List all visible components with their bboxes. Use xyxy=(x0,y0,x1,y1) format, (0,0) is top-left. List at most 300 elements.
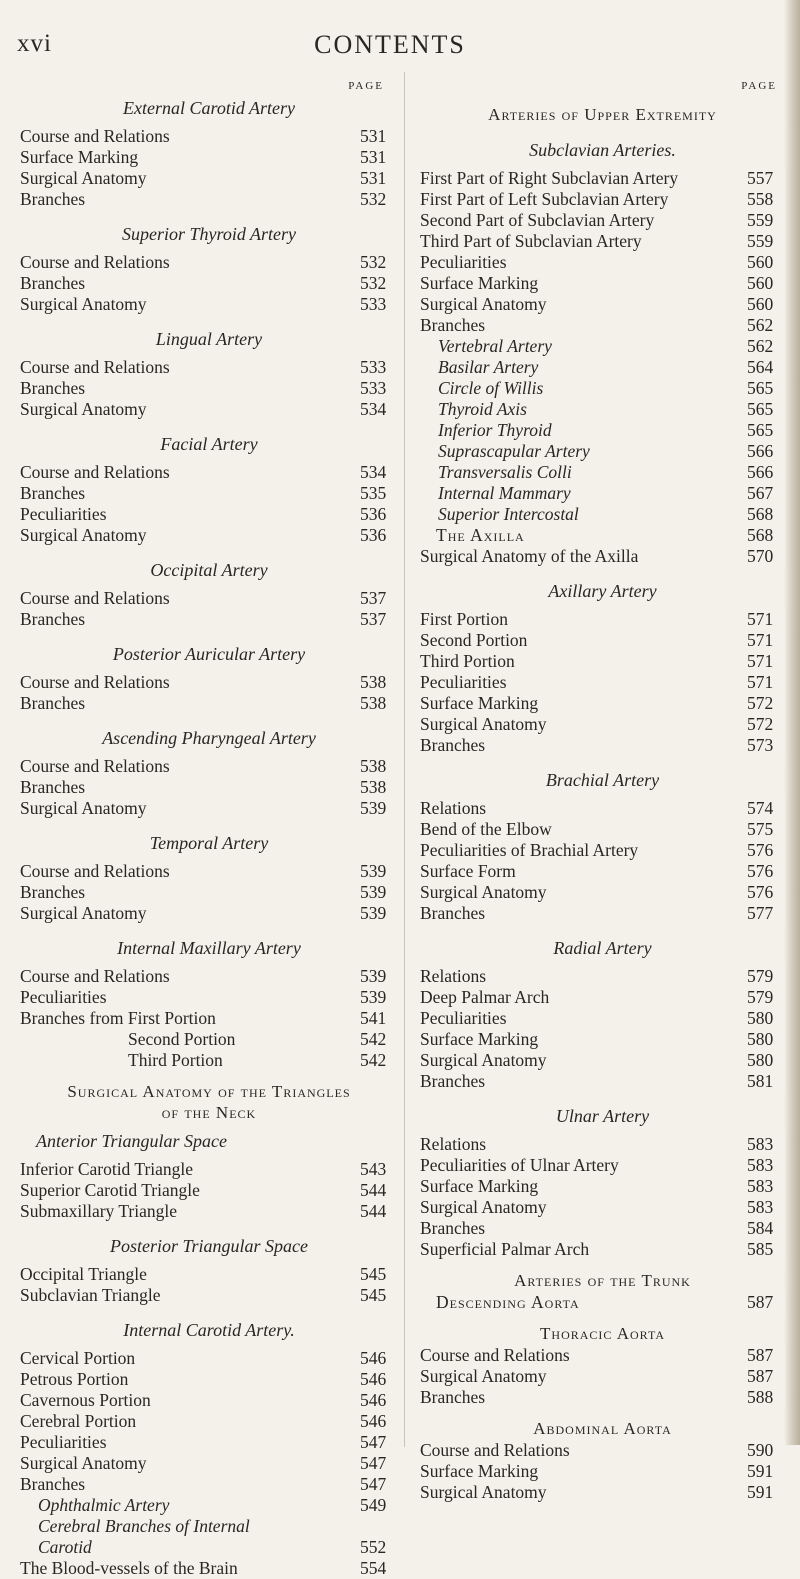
toc-entry-title: First Part of Right Subclavian Artery xyxy=(420,168,681,188)
toc-entry[interactable] xyxy=(420,1071,785,1092)
toc-list-right xyxy=(420,104,785,1503)
toc-entry-title: Branches xyxy=(420,903,488,923)
toc-entry-page: 560 xyxy=(745,252,785,273)
toc-entry[interactable] xyxy=(420,672,785,693)
toc-entry-page: 549 xyxy=(358,1495,398,1516)
toc-entry-page: 590 xyxy=(745,1440,785,1461)
toc-entry[interactable] xyxy=(420,273,785,294)
toc-entry-title: Peculiarities xyxy=(420,672,510,692)
toc-entry[interactable] xyxy=(420,1197,785,1218)
toc-entry-title: Cerebral Portion xyxy=(20,1411,139,1431)
toc-entry[interactable] xyxy=(420,1134,785,1155)
toc-entry-page: 539 xyxy=(358,966,398,987)
toc-entry-page: 579 xyxy=(745,966,785,987)
toc-entry-page: 536 xyxy=(358,504,398,525)
toc-entry[interactable] xyxy=(420,1008,785,1029)
section-heading: Subclavian Arteries. xyxy=(529,140,676,160)
toc-entry-page: 562 xyxy=(745,336,785,357)
toc-entry-page: 557 xyxy=(745,168,785,189)
toc-entry[interactable] xyxy=(20,168,398,189)
toc-entry-title: Course and Relations xyxy=(20,588,173,608)
toc-entry-page: 580 xyxy=(745,1029,785,1050)
toc-entry[interactable] xyxy=(20,672,398,693)
toc-entry-title: Branches xyxy=(420,1218,488,1238)
toc-entry[interactable] xyxy=(20,1008,398,1029)
toc-entry[interactable] xyxy=(20,1453,398,1474)
toc-entry-page: 591 xyxy=(745,1482,785,1503)
toc-entry[interactable] xyxy=(20,1180,398,1201)
toc-entry-page: 587 xyxy=(745,1345,785,1366)
toc-entry-page: 580 xyxy=(745,1050,785,1071)
toc-entry-page: 539 xyxy=(358,798,398,819)
toc-entry-page: 565 xyxy=(745,399,785,420)
section-heading: Posterior Auricular Artery xyxy=(112,644,306,664)
toc-entry-title: Cerebral Branches of Internal xyxy=(20,1516,253,1536)
toc-entry-page: 566 xyxy=(745,441,785,462)
toc-entry[interactable] xyxy=(20,357,398,378)
toc-entry[interactable] xyxy=(420,1440,785,1461)
toc-entry-title: Course and Relations xyxy=(20,252,173,272)
toc-entry[interactable] xyxy=(20,588,398,609)
toc-entry[interactable] xyxy=(20,903,398,924)
toc-entry[interactable] xyxy=(20,798,398,819)
section-heading: Brachial Artery xyxy=(545,770,660,790)
toc-entry[interactable] xyxy=(20,252,398,273)
toc-entry-title: Surgical Anatomy xyxy=(420,714,550,734)
toc-entry-title: Thyroid Axis xyxy=(420,399,530,419)
toc-entry-title: Branches xyxy=(20,378,88,398)
toc-entry-title: Surgical Anatomy xyxy=(20,294,150,314)
toc-entry[interactable] xyxy=(420,189,785,210)
toc-entry[interactable] xyxy=(420,546,785,567)
toc-entry[interactable] xyxy=(420,315,785,336)
section-heading: Ulnar Artery xyxy=(555,1106,650,1126)
section-heading: External Carotid Artery xyxy=(123,98,295,118)
toc-entry-title: Carotid xyxy=(20,1537,95,1557)
toc-entry-page: 570 xyxy=(745,546,785,567)
toc-entry-title: Second Part of Subclavian Artery xyxy=(420,210,657,230)
toc-entry[interactable] xyxy=(20,525,398,546)
toc-entry-page: 579 xyxy=(745,987,785,1008)
toc-entry-title: Surgical Anatomy xyxy=(20,798,150,818)
toc-entry-title: Relations xyxy=(420,1134,489,1154)
toc-entry[interactable] xyxy=(20,504,398,525)
toc-entry[interactable] xyxy=(420,1292,785,1313)
toc-entry-title: First Portion xyxy=(420,609,511,629)
running-head: CONTENTS xyxy=(314,30,466,59)
toc-entry[interactable] xyxy=(20,1390,398,1411)
toc-entry-title: Descending Aorta xyxy=(420,1292,583,1312)
toc-entry[interactable] xyxy=(420,336,785,357)
toc-entry-page: 574 xyxy=(745,798,785,819)
toc-entry-title: Superior Intercostal xyxy=(420,504,582,524)
toc-entry[interactable] xyxy=(20,1537,398,1558)
toc-entry-page: 559 xyxy=(745,210,785,231)
toc-entry-title: Surface Marking xyxy=(420,1461,541,1481)
toc-entry[interactable] xyxy=(420,1239,785,1260)
toc-entry[interactable] xyxy=(20,609,398,630)
section-heading: Axillary Artery xyxy=(548,581,657,601)
toc-entry-page: 585 xyxy=(745,1239,785,1260)
toc-entry[interactable] xyxy=(420,504,785,525)
toc-entry[interactable] xyxy=(420,1029,785,1050)
toc-entry[interactable] xyxy=(20,189,398,210)
toc-entry-page: 564 xyxy=(745,357,785,378)
toc-entry-title: Surface Marking xyxy=(420,693,541,713)
toc-entry-page: 535 xyxy=(358,483,398,504)
toc-entry-title: Surface Marking xyxy=(420,1029,541,1049)
toc-entry-title: Branches xyxy=(20,189,88,209)
toc-entry-title: Course and Relations xyxy=(20,672,173,692)
toc-entry[interactable] xyxy=(420,651,785,672)
toc-entry[interactable] xyxy=(420,357,785,378)
toc-entry[interactable] xyxy=(420,1366,785,1387)
section-caps-heading: Abdominal Aorta xyxy=(533,1419,672,1438)
toc-entry-page: 587 xyxy=(745,1292,785,1313)
toc-entry-title: Surgical Anatomy xyxy=(420,882,550,902)
toc-entry-page: 584 xyxy=(745,1218,785,1239)
toc-entry-title: Relations xyxy=(420,798,489,818)
toc-entry-page: 542 xyxy=(358,1050,398,1071)
toc-entry[interactable] xyxy=(420,420,785,441)
toc-entry[interactable] xyxy=(20,756,398,777)
section-heading: Internal Maxillary Artery xyxy=(117,938,301,958)
toc-entry-page: 566 xyxy=(745,462,785,483)
toc-entry-page: 560 xyxy=(745,273,785,294)
toc-entry-page: 531 xyxy=(358,168,398,189)
toc-entry-title: Surgical Anatomy of the Axilla xyxy=(420,546,641,566)
toc-entry[interactable] xyxy=(420,840,785,861)
toc-entry-page: 547 xyxy=(358,1432,398,1453)
toc-entry[interactable] xyxy=(420,630,785,651)
toc-entry[interactable] xyxy=(420,1176,785,1197)
toc-entry-page: 587 xyxy=(745,1366,785,1387)
toc-entry-title: Surgical Anatomy xyxy=(20,525,150,545)
toc-entry-page: 559 xyxy=(745,231,785,252)
toc-entry-page: 533 xyxy=(358,294,398,315)
toc-entry-title: Surface Marking xyxy=(420,273,541,293)
toc-entry-title: Subclavian Triangle xyxy=(20,1285,163,1305)
toc-entry-title: Peculiarities of Brachial Artery xyxy=(420,840,641,860)
toc-entry-title: Surgical Anatomy xyxy=(420,1482,550,1502)
toc-entry-title: Branches xyxy=(20,777,88,797)
toc-entry[interactable] xyxy=(20,294,398,315)
toc-entry-page: 588 xyxy=(745,1387,785,1408)
toc-entry[interactable] xyxy=(20,399,398,420)
toc-entry-page: 552 xyxy=(358,1537,398,1558)
toc-entry-page: 538 xyxy=(358,672,398,693)
toc-entry-title: Submaxillary Triangle xyxy=(20,1201,180,1221)
toc-entry-title: Third Part of Subclavian Artery xyxy=(420,231,645,251)
section-heading: Ascending Pharyngeal Artery xyxy=(102,728,316,748)
toc-entry-page: 541 xyxy=(358,1008,398,1029)
toc-entry[interactable] xyxy=(20,693,398,714)
toc-entry[interactable] xyxy=(420,903,785,924)
toc-entry[interactable] xyxy=(20,1369,398,1390)
toc-entry[interactable] xyxy=(20,1516,398,1537)
toc-entry-title: Branches xyxy=(20,693,88,713)
toc-entry[interactable] xyxy=(420,1155,785,1176)
toc-entry-title: Superficial Palmar Arch xyxy=(420,1239,592,1259)
toc-entry-page: 536 xyxy=(358,525,398,546)
section-heading: Temporal Artery xyxy=(149,833,269,853)
toc-entry-title: Peculiarities xyxy=(420,1008,510,1028)
toc-entry[interactable] xyxy=(20,462,398,483)
toc-entry-page: 532 xyxy=(358,189,398,210)
toc-entry-title: Bend of the Elbow xyxy=(420,819,555,839)
toc-entry[interactable] xyxy=(420,693,785,714)
section-heading: Anterior Triangular Space xyxy=(36,1131,228,1151)
toc-entry[interactable] xyxy=(20,1432,398,1453)
toc-entry-page: 571 xyxy=(745,672,785,693)
toc-entry-page: 532 xyxy=(358,252,398,273)
toc-entry-title: Surgical Anatomy xyxy=(420,1197,550,1217)
section-heading: Radial Artery xyxy=(553,938,652,958)
toc-entry[interactable] xyxy=(420,1218,785,1239)
toc-entry-title: Third Portion xyxy=(420,651,518,671)
toc-entry-page: 567 xyxy=(745,483,785,504)
toc-entry-page: 534 xyxy=(358,399,398,420)
toc-entry-title: Peculiarities xyxy=(420,252,510,272)
page-column-label: PAGE xyxy=(741,80,777,92)
toc-entry-title: The Axilla xyxy=(420,525,528,545)
toc-entry[interactable] xyxy=(420,798,785,819)
toc-entry-title: Third Portion xyxy=(20,1050,226,1070)
toc-entry-title: Branches xyxy=(20,483,88,503)
toc-entry[interactable] xyxy=(420,714,785,735)
toc-entry[interactable] xyxy=(20,126,398,147)
toc-entry-title: Surgical Anatomy xyxy=(20,1453,150,1473)
toc-entry[interactable] xyxy=(420,399,785,420)
toc-entry-page: 546 xyxy=(358,1348,398,1369)
toc-entry[interactable] xyxy=(420,819,785,840)
toc-entry-page: 532 xyxy=(358,273,398,294)
page-edge xyxy=(784,0,800,1445)
section-heading: Posterior Triangular Space xyxy=(109,1236,308,1256)
section-heading: Occipital Artery xyxy=(150,560,268,580)
toc-entry-page: 568 xyxy=(745,525,785,546)
section-caps-heading: Arteries of Upper Extremity xyxy=(488,105,717,124)
toc-entry-title: Surface Marking xyxy=(420,1176,541,1196)
section-caps-heading: of the Neck xyxy=(161,1103,257,1122)
toc-entry-page: 583 xyxy=(745,1197,785,1218)
section-heading: Lingual Artery xyxy=(155,329,263,349)
toc-entry[interactable] xyxy=(420,882,785,903)
toc-entry-title: Internal Mammary xyxy=(420,483,574,503)
toc-entry-page: 544 xyxy=(358,1201,398,1222)
toc-entry-title: Second Portion xyxy=(20,1029,238,1049)
toc-entry-title: Course and Relations xyxy=(20,861,173,881)
toc-entry-page: 571 xyxy=(745,630,785,651)
toc-entry-title: Branches xyxy=(20,609,88,629)
toc-entry-page: 571 xyxy=(745,609,785,630)
toc-entry[interactable] xyxy=(20,273,398,294)
toc-entry-page: 581 xyxy=(745,1071,785,1092)
section-heading: Facial Artery xyxy=(160,434,258,454)
toc-entry[interactable] xyxy=(420,861,785,882)
section-heading: Internal Carotid Artery. xyxy=(123,1320,295,1340)
toc-entry-page: 531 xyxy=(358,147,398,168)
toc-entry[interactable] xyxy=(420,1387,785,1408)
toc-entry[interactable] xyxy=(20,987,398,1008)
toc-entry-page: 544 xyxy=(358,1180,398,1201)
toc-entry-page: 575 xyxy=(745,819,785,840)
toc-entry-title: Surgical Anatomy xyxy=(420,294,550,314)
toc-entry-page: 572 xyxy=(745,714,785,735)
toc-entry-title: Course and Relations xyxy=(20,756,173,776)
toc-entry-page: 571 xyxy=(745,651,785,672)
toc-entry-page: 565 xyxy=(745,378,785,399)
toc-entry-title: Course and Relations xyxy=(420,1440,573,1460)
toc-entry-title: Course and Relations xyxy=(20,462,173,482)
toc-entry-title: Occipital Triangle xyxy=(20,1264,150,1284)
toc-entry-title: Branches xyxy=(20,882,88,902)
toc-entry-title: The Blood-vessels of the Brain xyxy=(20,1558,241,1578)
toc-entry[interactable] xyxy=(420,735,785,756)
toc-entry-page: 542 xyxy=(358,1029,398,1050)
column-rule xyxy=(404,72,405,1447)
toc-entry-page: 583 xyxy=(745,1176,785,1197)
toc-list-left xyxy=(20,96,398,1579)
toc-entry-title: Surgical Anatomy xyxy=(20,168,150,188)
toc-entry-title: Branches xyxy=(420,1071,488,1091)
toc-entry[interactable] xyxy=(20,1201,398,1222)
toc-entry-page: 558 xyxy=(745,189,785,210)
section-heading: Superior Thyroid Artery xyxy=(122,224,296,244)
toc-entry-title: Surgical Anatomy xyxy=(20,903,150,923)
toc-entry[interactable] xyxy=(420,609,785,630)
toc-entry-page: 572 xyxy=(745,693,785,714)
toc-entry-page: 547 xyxy=(358,1453,398,1474)
toc-entry[interactable] xyxy=(420,462,785,483)
toc-entry-title: Inferior Carotid Triangle xyxy=(20,1159,196,1179)
toc-entry-title: Transversalis Colli xyxy=(420,462,575,482)
toc-entry[interactable] xyxy=(20,378,398,399)
toc-entry-title: Circle of Willis xyxy=(420,378,546,398)
toc-entry-page: 562 xyxy=(745,315,785,336)
toc-entry-title: Surface Form xyxy=(420,861,519,881)
toc-entry[interactable] xyxy=(420,168,785,189)
toc-entry[interactable] xyxy=(420,483,785,504)
toc-entry-title: Branches from First Portion xyxy=(20,1008,219,1028)
toc-entry[interactable] xyxy=(20,1285,398,1306)
toc-entry[interactable] xyxy=(20,1411,398,1432)
toc-entry-page: 546 xyxy=(358,1411,398,1432)
toc-entry-title: Branches xyxy=(420,1387,488,1407)
toc-entry-page: 538 xyxy=(358,756,398,777)
toc-entry[interactable] xyxy=(20,1558,398,1579)
toc-entry-title: Course and Relations xyxy=(420,1345,573,1365)
toc-entry[interactable] xyxy=(20,966,398,987)
toc-entry-page: 537 xyxy=(358,609,398,630)
toc-entry[interactable] xyxy=(20,882,398,903)
toc-entry-page: 591 xyxy=(745,1461,785,1482)
toc-entry-title: Course and Relations xyxy=(20,966,173,986)
toc-entry-title: Second Portion xyxy=(420,630,530,650)
section-caps-heading: Surgical Anatomy of the Triangles xyxy=(67,1082,351,1101)
toc-entry[interactable] xyxy=(20,1495,398,1516)
toc-entry-page: 576 xyxy=(745,882,785,903)
toc-entry[interactable] xyxy=(20,1029,398,1050)
toc-column-right xyxy=(420,72,785,1502)
toc-entry[interactable] xyxy=(420,441,785,462)
toc-entry-page: 576 xyxy=(745,840,785,861)
toc-entry[interactable] xyxy=(20,483,398,504)
section-caps-heading: Thoracic Aorta xyxy=(540,1324,665,1343)
toc-entry-title: Vertebral Artery xyxy=(420,336,555,356)
toc-entry-page: 545 xyxy=(358,1264,398,1285)
section-caps-heading: Arteries of the Trunk xyxy=(514,1271,691,1290)
toc-entry-title: Branches xyxy=(20,273,88,293)
toc-entry[interactable] xyxy=(20,861,398,882)
toc-entry-page: 533 xyxy=(358,378,398,399)
toc-entry-page: 547 xyxy=(358,1474,398,1495)
toc-entry-page: 538 xyxy=(358,777,398,798)
toc-entry-title: Suprascapular Artery xyxy=(420,441,593,461)
toc-entry-page: 565 xyxy=(745,420,785,441)
toc-entry-page: 539 xyxy=(358,903,398,924)
toc-entry-page: 533 xyxy=(358,357,398,378)
toc-entry-title: Inferior Thyroid xyxy=(420,420,555,440)
toc-entry[interactable] xyxy=(420,231,785,252)
toc-entry[interactable] xyxy=(420,1461,785,1482)
toc-entry[interactable] xyxy=(20,1474,398,1495)
page-column-label: PAGE xyxy=(348,80,384,92)
toc-entry[interactable] xyxy=(420,252,785,273)
toc-entry-page: 560 xyxy=(745,294,785,315)
toc-entry-title: Relations xyxy=(420,966,489,986)
toc-entry[interactable] xyxy=(420,987,785,1008)
toc-entry[interactable] xyxy=(20,147,398,168)
toc-entry-title: Basilar Artery xyxy=(420,357,541,377)
toc-entry-page: 539 xyxy=(358,987,398,1008)
toc-entry-title: Peculiarities xyxy=(20,987,110,1007)
toc-entry-page: 543 xyxy=(358,1159,398,1180)
toc-entry-page: 576 xyxy=(745,861,785,882)
toc-entry[interactable] xyxy=(420,1482,785,1503)
toc-entry-page: 537 xyxy=(358,588,398,609)
toc-entry[interactable] xyxy=(420,378,785,399)
toc-entry[interactable] xyxy=(20,1050,398,1071)
toc-entry[interactable] xyxy=(420,1050,785,1071)
toc-entry-title: Peculiarities of Ulnar Artery xyxy=(420,1155,622,1175)
toc-entry-page: 539 xyxy=(358,882,398,903)
toc-entry-page: 554 xyxy=(358,1558,398,1579)
toc-entry[interactable] xyxy=(20,1159,398,1180)
toc-entry-title: Branches xyxy=(420,315,488,335)
toc-entry-page: 583 xyxy=(745,1134,785,1155)
toc-entry[interactable] xyxy=(420,294,785,315)
toc-column-left xyxy=(20,72,398,1578)
toc-entry-title: Surgical Anatomy xyxy=(420,1050,550,1070)
toc-entry[interactable] xyxy=(420,966,785,987)
toc-entry-page: 583 xyxy=(745,1155,785,1176)
toc-entry[interactable] xyxy=(420,210,785,231)
toc-entry-title: Superior Carotid Triangle xyxy=(20,1180,203,1200)
toc-entry-page: 546 xyxy=(358,1390,398,1411)
toc-entry-title: Cavernous Portion xyxy=(20,1390,154,1410)
toc-entry-title: Branches xyxy=(20,1474,88,1494)
toc-entry[interactable] xyxy=(420,1345,785,1366)
toc-entry-title: Branches xyxy=(420,735,488,755)
toc-entry[interactable] xyxy=(20,1264,398,1285)
toc-entry[interactable] xyxy=(420,525,785,546)
toc-entry-page: 580 xyxy=(745,1008,785,1029)
toc-entry-title: Petrous Portion xyxy=(20,1369,131,1389)
toc-entry[interactable] xyxy=(20,1348,398,1369)
toc-entry[interactable] xyxy=(20,777,398,798)
toc-entry-page: 573 xyxy=(745,735,785,756)
